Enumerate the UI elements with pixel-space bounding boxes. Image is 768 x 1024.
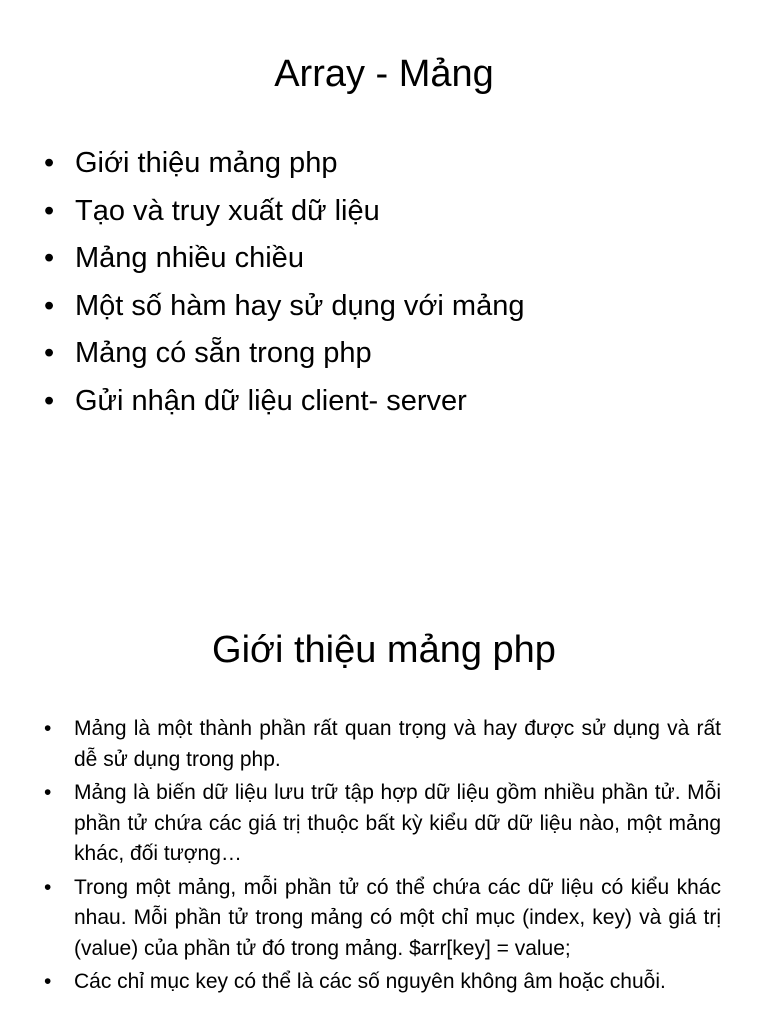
slide-1-bullet-list xyxy=(44,140,734,426)
bullet-icon: • xyxy=(44,289,55,322)
list-item-text: Tạo và truy xuất dữ liệu xyxy=(75,194,380,227)
bullet-icon: • xyxy=(44,194,55,227)
bullet-icon: • xyxy=(44,242,55,275)
bullet-icon: • xyxy=(44,970,52,993)
list-item-text: Trong một mảng, mỗi phần tử có thể chứa các dữ liệu có kiểu khác nhau. Mỗi phần tử trong mảng có một chỉ mục (index, key) và giá trị (value) của phần tử đó trong mảng. $arr[key] = value; xyxy=(74,875,721,960)
list-item-text: Gửi nhận dữ liệu client- server xyxy=(75,384,467,417)
list-item xyxy=(44,235,734,283)
slide-1-title: Array - Mảng xyxy=(274,53,494,95)
list-item xyxy=(44,778,721,870)
slide-2-title: Giới thiệu mảng php xyxy=(212,629,556,671)
list-item-text: Giới thiệu mảng php xyxy=(75,147,338,179)
list-item xyxy=(44,714,721,775)
list-item xyxy=(44,188,734,236)
list-item xyxy=(44,873,721,965)
list-item xyxy=(44,330,734,378)
slide-2 xyxy=(0,512,768,1024)
slide-2-bullet-list xyxy=(44,714,721,1001)
bullet-icon: • xyxy=(44,781,52,804)
bullet-icon: • xyxy=(44,384,55,417)
list-item-text: Các chỉ mục key có thể là các số nguyên không âm hoặc chuỗi. xyxy=(74,970,666,993)
list-item xyxy=(44,378,734,426)
list-item-text: Mảng có sẵn trong php xyxy=(75,337,372,370)
list-item xyxy=(44,967,721,998)
list-item-text: Mảng là một thành phần rất quan trọng và hay được sử dụng và rất dễ sử dụng trong php. xyxy=(74,717,721,771)
list-item-text: Mảng nhiều chiều xyxy=(75,242,304,275)
list-item-text: Một số hàm hay sử dụng với mảng xyxy=(75,289,525,322)
bullet-icon: • xyxy=(44,147,55,179)
bullet-icon: • xyxy=(44,875,52,899)
bullet-icon: • xyxy=(44,337,55,370)
list-item xyxy=(44,283,734,331)
list-item xyxy=(44,140,734,188)
list-item-text: Mảng là biến dữ liệu lưu trữ tập hợp dữ liệu gồm nhiều phần tử. Mỗi phần tử chứa các giá trị thuộc bất kỳ kiểu dữ dữ liệu nào, một mảng khác, đối tượng… xyxy=(74,781,721,865)
bullet-icon: • xyxy=(44,717,52,740)
